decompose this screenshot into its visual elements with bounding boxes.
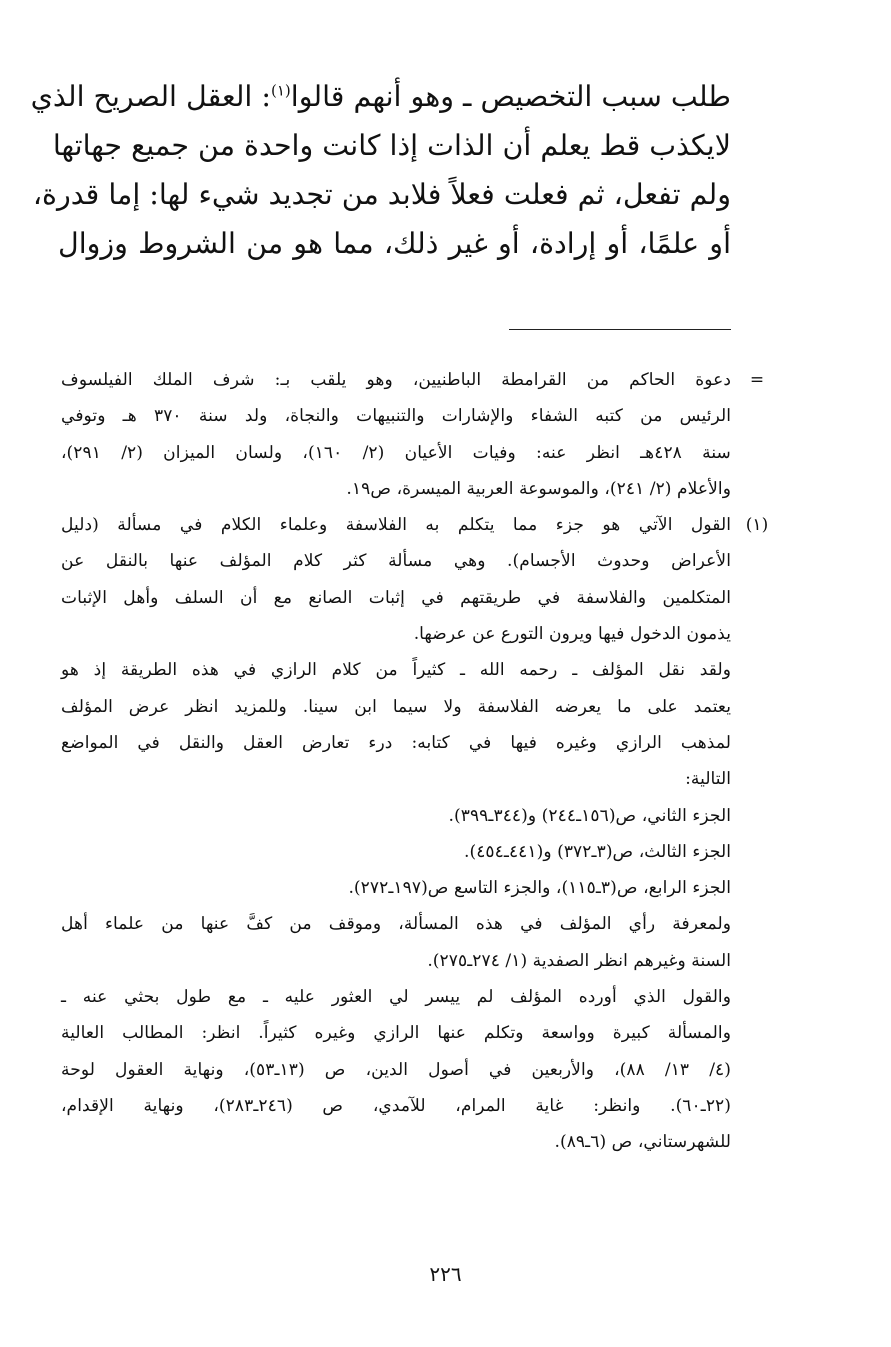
footnotes-section: [61, 362, 769, 1161]
page-number: ٢٢٦: [429, 1262, 462, 1286]
footnote-line: التالية:: [685, 769, 731, 790]
main-text-line: أو علمًا، أو إرادة، أو غير ذلك، مما هو من الشروط وزوال: [58, 227, 731, 260]
footnote-line: الأعراض وحدوث الأجسام). وهي مسألة كثر كلام المؤلف عنها بالنقل عن: [61, 551, 731, 572]
footnote-line: والمسألة كبيرة وواسعة وتكلم عنها الرازي وغيره كثيراً. انظر: المطالب العالية: [61, 1023, 731, 1044]
main-text-line: ولم تفعل، ثم فعلت فعلاً فلابد من تجديد شيء لها: إما قدرة،: [32, 178, 731, 211]
footnote-line: والقول الذي أورده المؤلف لم ييسر لي العثور عليه ـ مع طول بحثي عنه ـ: [61, 987, 731, 1008]
footnote-line: (٤/ ١٣/ ٨٨)، والأربعين في أصول الدين، ص (١٣ـ٥٣)، ونهاية العقول لوحة: [61, 1059, 731, 1080]
footnote-line: يعتمد على ما يعرضه الفلاسفة ولا سيما ابن سينا. وللمزيد انظر عرض المؤلف: [61, 696, 731, 717]
footnote-1: [61, 507, 769, 1160]
footnote-line: المتكلمين والفلاسفة في طريقتهم في إثبات الصانع مع أن السلف وأهل الإثبات: [61, 587, 731, 608]
footnote-line: السنة وغيرهم انظر الصفدية (١/ ٢٧٤ـ٢٧٥).: [427, 950, 731, 971]
footnote-line: الجزء الرابع، ص(٣ـ١١٥)، والجزء التاسع ص(١٩٧ـ٢٧٢).: [348, 878, 731, 899]
footnote-continuation: [61, 362, 765, 507]
main-text-line: لايكذب قط يعلم أن الذات إذا كانت واحدة من جميع جهاتها: [52, 129, 731, 162]
footnote-line: يذمون الدخول فيها ويرون التورع عن عرضها.: [413, 624, 731, 645]
continuation-marker: =: [749, 370, 765, 390]
footnote-line: دعوة الحاكم من القرامطة الباطنيين، وهو يلقب بـ: شرف الملك الفيلسوف: [61, 370, 731, 390]
continuation-lines: [61, 362, 731, 507]
footnote-line: (٢٢ـ٦٠). وانظر: غاية المرام، للآمدي، ص (٢٤٦ـ٢٨٣)، ونهاية الإقدام،: [61, 1095, 731, 1116]
footnote-line: لمذهب الرازي وغيره فيها في كتابه: درء تعارض العقل والنقل في المواضع: [61, 732, 731, 753]
main-text-line-1-head: طلب سبب التخصيص ـ وهو أنهم قالوا: [290, 80, 731, 113]
footnote-1-marker: (١): [745, 515, 769, 536]
footnote-separator: [509, 329, 731, 330]
footnote-line: الجزء الثالث، ص(٣ـ٣٧٢) و(٤٤١ـ٤٥٤).: [464, 841, 731, 862]
footnote-line: القول الآتي هو جزء مما يتكلم به الفلاسفة وعلماء الكلام في مسألة (دليل: [61, 515, 731, 536]
footnote-line: ولمعرفة رأي المؤلف في هذه المسألة، وموقف من كفَّ عنها من علماء أهل: [61, 914, 731, 935]
main-body-text: [30, 72, 731, 268]
footnote-1-lines: [61, 507, 731, 1160]
main-text-line: [30, 72, 731, 121]
main-text-line-1-tail: : العقل الصريح الذي: [30, 80, 271, 113]
footnote-line: للشهرستاني، ص (٦ـ٨٩).: [554, 1132, 731, 1153]
footnote-line: الجزء الثاني، ص(١٥٦ـ٢٤٤) و(٣٤٤ـ٣٩٩).: [448, 805, 731, 826]
footnote-line: سنة ٤٢٨هـ انظر عنه: وفيات الأعيان (٢/ ١٦٠)، ولسان الميزان (٢/ ٢٩١)،: [61, 442, 731, 463]
footnote-reference[interactable]: (١): [271, 81, 291, 100]
footnote-line: والأعلام (٢/ ٢٤١)، والموسوعة العربية الميسرة، ص١٩.: [346, 478, 731, 499]
footnote-line: الرئيس من كتبه الشفاء والإشارات والتنبيهات والنجاة، ولد سنة ٣٧٠ هـ وتوفي: [61, 406, 731, 427]
footnote-line: ولقد نقل المؤلف ـ رحمه الله ـ كثيراً من كلام الرازي في هذه الطريقة إذ هو: [61, 660, 731, 681]
